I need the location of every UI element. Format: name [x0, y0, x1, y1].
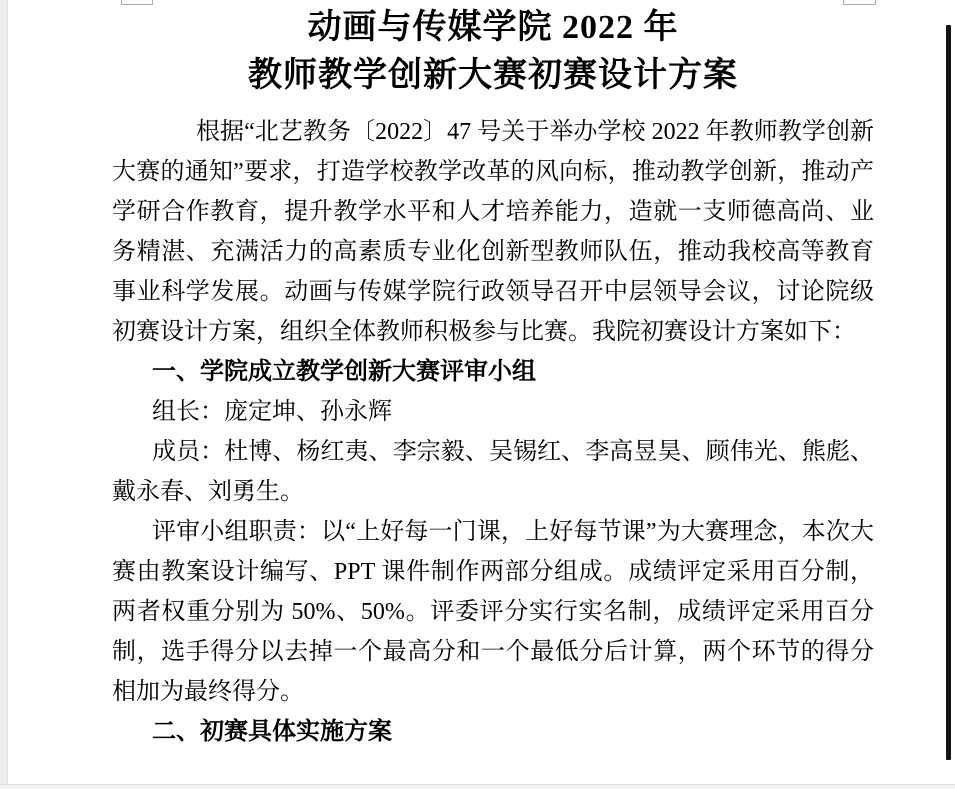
duties-paragraph: 评审小组职责：以“上好每一门课，上好每节课”为大赛理念，本次大赛由教案设计编写、PPT 课件制作两部分组成。成绩评定采用百分制，两者权重分别为 50%、50%。评委评分实行实名制，成绩评定采用百分制，选手得分以去掉一个最高分和一个最低分后计算，两个环节的得分相加为最终得分。 [112, 519, 874, 705]
section2-heading: 二、初赛具体实施方案 [152, 719, 392, 745]
leader-paragraph: 组长：庞定坤、孙永辉 [152, 399, 392, 425]
members-paragraph: 成员：杜博、杨红夷、李宗毅、吴锡红、李高昱昊、顾伟光、熊彪、戴永春、刘勇生。 [112, 439, 874, 505]
document-title-line1: 动画与传媒学院 2022 年 [307, 9, 679, 46]
page-edge-left [0, 0, 8, 789]
document-page [112, 4, 874, 752]
section1-heading: 一、学院成立教学创新大赛评审小组 [152, 359, 536, 385]
intro-paragraph: 根据“北艺教务〔2022〕47 号关于举办学校 2022 年教师教学创新大赛的通知”要求，打造学校教学改革的风向标，推动教学创新，推动产学研合作教育，提升教学水平和人才培养能力，造就一支师德高尚、业务精湛、充满活力的高素质专业化创新型教师队伍，推动我校高等教育事业科学发展。动画与传媒学院行政领导召开中层领导会议，讨论院级初赛设计方案，组织全体教师积极参与比赛。我院初赛设计方案如下： [112, 119, 874, 345]
document-body [112, 112, 874, 752]
document-title-line2: 教师教学创新大赛初赛设计方案 [248, 57, 738, 94]
right-scrollbar[interactable] [946, 25, 951, 760]
bottom-edge-strip [0, 784, 955, 789]
document-title [112, 4, 874, 100]
